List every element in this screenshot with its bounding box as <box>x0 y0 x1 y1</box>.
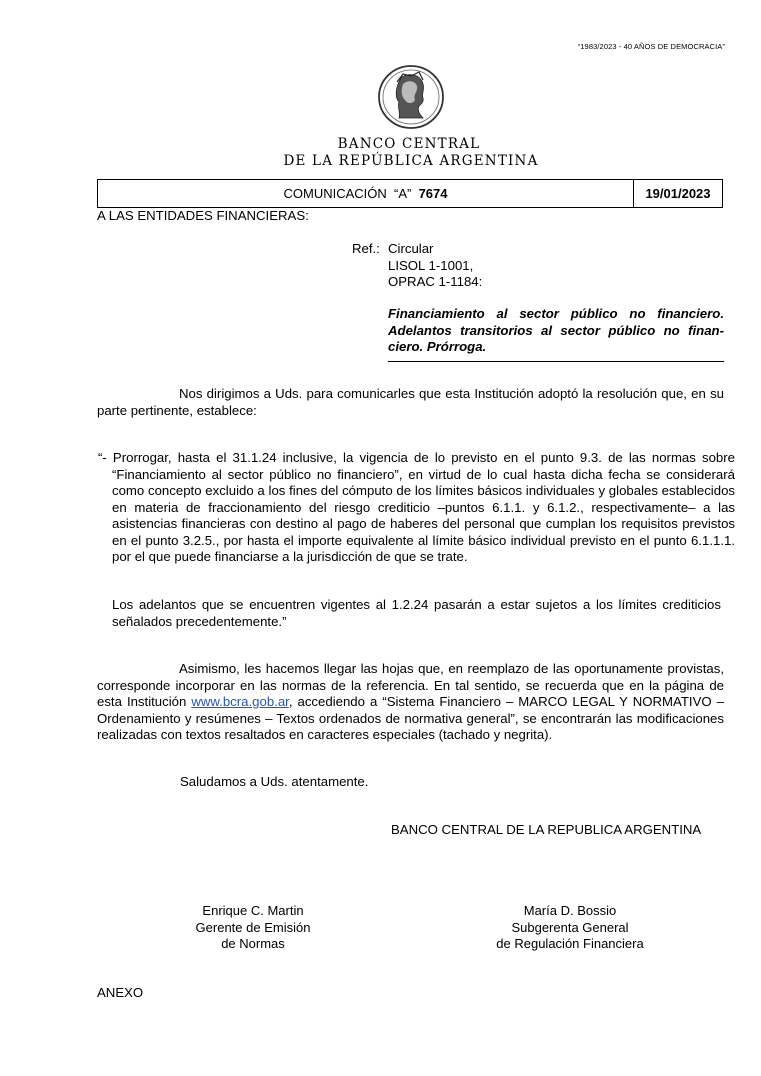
bank-name-line1: BANCO CENTRAL <box>337 136 481 152</box>
annex-paragraph <box>97 661 724 744</box>
signatory-name: María D. Bossio <box>523 903 617 918</box>
commemorative-tagline: “1983/2023 - 40 AÑOS DE DEMOCRACIA” <box>577 42 725 51</box>
signatory-title: de Normas <box>221 936 285 951</box>
ref-subject-line: Adelantos transitorios al sector público no finan- <box>388 322 724 338</box>
comunicacion-label: COMUNICACIÓN “A” <box>283 186 412 201</box>
signature-block-left <box>165 903 341 953</box>
ref-line: OPRAC 1-1184: <box>388 274 483 289</box>
annex-label: ANEXO <box>97 985 144 1000</box>
signatory-name: Enrique C. Martin <box>202 903 304 918</box>
comunicacion-number: 7674 <box>418 186 448 201</box>
signature-block-right <box>470 903 670 953</box>
comunicacion-header-table <box>97 179 723 208</box>
intro-paragraph: Nos dirigimos a Uds. para comunicarles que esta Institución adoptó la resolución que, en su parte pertinente, establece: <box>97 386 724 418</box>
closing-salutation: Saludamos a Uds. atentamente. <box>180 774 369 789</box>
signatory-title: Gerente de Emisión <box>195 919 311 935</box>
signatory-title: de Regulación Financiera <box>496 936 644 951</box>
ref-subject-line: Financiamiento al sector público no financiero. <box>388 306 724 321</box>
bcra-effigy-logo-icon <box>377 64 445 130</box>
annex-text-b: , accediendo a “Sistema Financiero – MARCO LEGAL Y NORMATIVO – Ordenamiento y resúmenes – Textos ordenados de normativa general”, se encontrarán las modificaciones realizadas con textos resaltados en caracteres especiales (tachado y negrita). <box>97 694 724 742</box>
bcra-website-link[interactable]: www.bcra.gob.ar <box>191 694 289 709</box>
ref-lines <box>388 241 482 291</box>
ref-subject-line: ciero. Prórroga. <box>388 339 487 354</box>
comunicacion-cell <box>98 180 634 208</box>
ref-subject <box>388 306 724 356</box>
ref-line: Circular <box>388 241 434 256</box>
signatory-title: Subgerenta General <box>511 919 629 935</box>
ref-line: LISOL 1-1001, <box>388 257 474 273</box>
quoted-resolution-p1: “- Prorrogar, hasta el 31.1.24 inclusive, la vigencia de lo previsto en el punto 9.3. de las normas sobre “Financiamiento al sector público no financiero”, en virtud de lo cual hasta dicha fecha se considerará como concepto excluido a los fines del cómputo de los límites básicos individuales y globales establecidos en materia de fraccionamiento del riesgo crediticio –puntos 6.1.1. y 6.1.2., respectivamente– a las asistencias financieras con destino al pago de haberes del personal que cumplan los requisitos previstos en el punto 3.2.5., por hasta el importe equivalente al límite básico individual previsto en el punto 6.1.1.1. por el que puede financiarse a la jurisdicción de que se trate. <box>98 450 735 564</box>
quoted-resolution-p2: Los adelantos que se encuentren vigentes al 1.2.24 pasarán a estar sujetos a los límites crediticios señalados precedentemente.” <box>112 597 721 629</box>
comunicacion-date: 19/01/2023 <box>634 180 723 208</box>
signature-organization: BANCO CENTRAL DE LA REPUBLICA ARGENTINA <box>391 822 702 837</box>
ref-divider <box>388 361 724 362</box>
annex-text-a: Asimismo, les hacemos llegar las hojas que, en reemplazo de las oportunamente provistas, corresponde incorporar en las normas de la referencia. En tal sentido, se recuerda que en la página de esta Institución <box>97 661 724 709</box>
bank-name-line2: DE LA REPÚBLICA ARGENTINA <box>283 153 539 169</box>
ref-label: Ref.: <box>352 241 380 256</box>
addressee: A LAS ENTIDADES FINANCIERAS: <box>97 208 309 223</box>
